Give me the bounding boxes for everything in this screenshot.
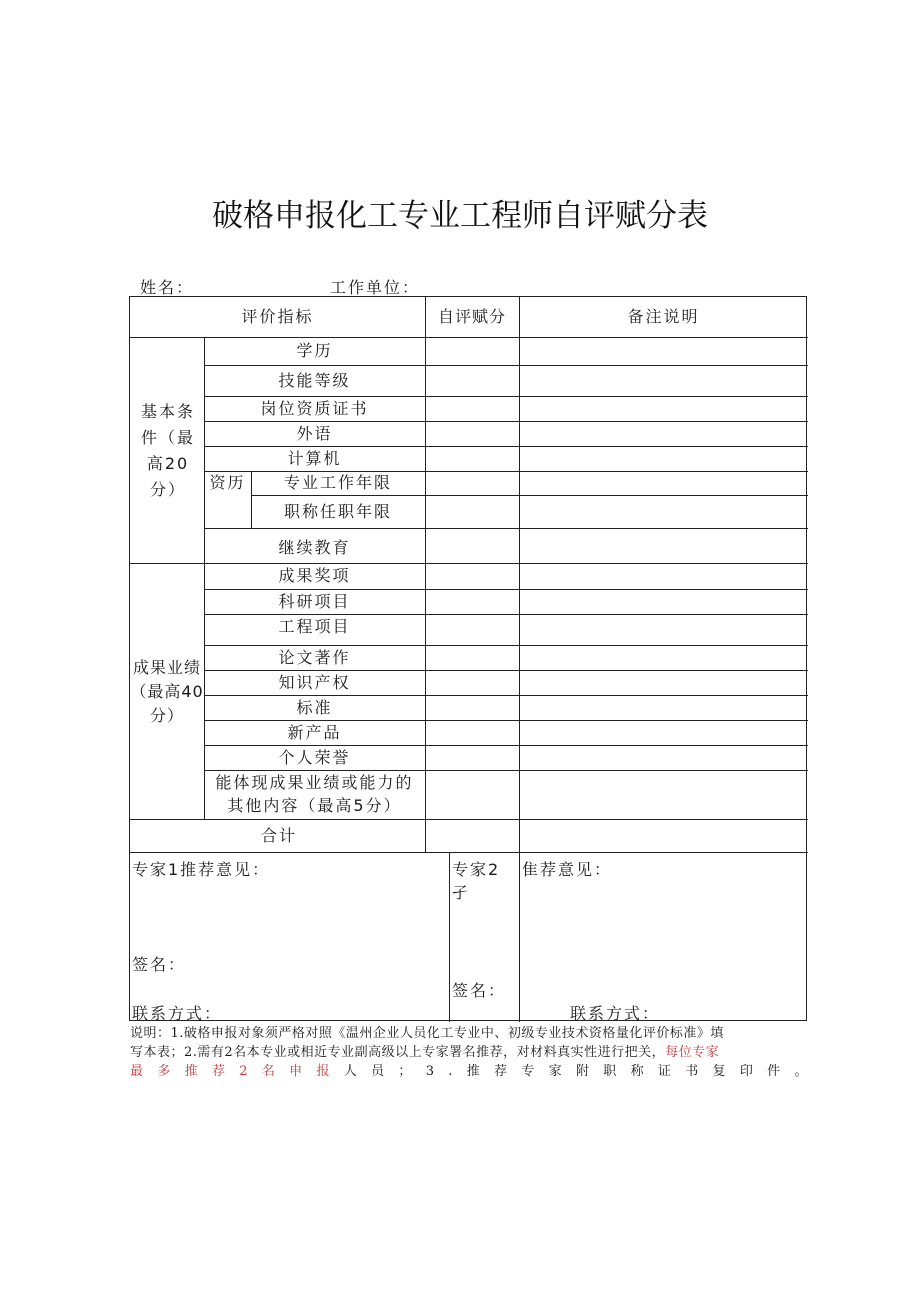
note-char: 名 — [261, 1064, 276, 1079]
note-char: 最 — [130, 1064, 144, 1079]
experience-label: 资历 — [209, 473, 246, 492]
expert2-opinion-a: 专家2 — [452, 860, 501, 879]
note-char: 报 — [316, 1064, 330, 1079]
expert1-sign: 签名： — [132, 955, 187, 974]
note-char: 书 — [685, 1064, 699, 1079]
note-line-1: 说明：1.破格申报对象须严格对照《温州企业人员化工专业中、初级专业技术资格量化评价标准》填 — [130, 1026, 724, 1041]
item-research-projects: 科研项目 — [278, 591, 351, 611]
header-indicator: 评价指标 — [241, 307, 314, 326]
header-remark: 备注说明 — [627, 307, 700, 326]
note-line-2-text: 写本表；2.需有2名本专业或相近专业副高级以上专家署名推荐，对材料真实性进行把关， — [130, 1045, 666, 1060]
divider — [519, 297, 520, 1022]
work-unit-label: 工作单位： — [330, 278, 421, 297]
item-continuing-education: 继续教育 — [278, 538, 351, 557]
note-line-2 — [130, 1043, 808, 1062]
name-label: 姓名： — [140, 278, 195, 297]
note-char: 荐 — [211, 1064, 226, 1079]
note-char: 职 — [603, 1064, 617, 1079]
item-foreign-language: 外语 — [296, 423, 333, 443]
note-char: 复 — [712, 1064, 727, 1079]
note-line-3 — [130, 1062, 808, 1081]
note-char: 专 — [521, 1064, 535, 1079]
note-char: 印 — [739, 1064, 754, 1079]
page-title: 破格申报化工专业工程师自评赋分表 — [212, 198, 708, 234]
note-char: 件 — [767, 1064, 781, 1079]
expert2-sign: 签名： — [452, 981, 507, 1000]
item-other-line2: 其他内容（最高5分） — [227, 796, 402, 815]
divider — [130, 852, 808, 853]
expert2-opinion-c: 隹荐意见： — [522, 860, 613, 879]
divider — [204, 528, 808, 529]
expert2-contact: 联系方式： — [570, 1004, 661, 1023]
note-char: 推 — [184, 1064, 199, 1079]
item-ip: 知识产权 — [278, 672, 351, 692]
note-char: 证 — [657, 1064, 672, 1079]
note-char: 称 — [630, 1064, 645, 1079]
note-line-2-red: 每位专家 — [665, 1045, 720, 1060]
item-awards: 成果奖项 — [278, 566, 351, 585]
achievement-label: 成果业绩（最高40分） — [130, 657, 204, 725]
item-papers: 论文著作 — [278, 647, 351, 667]
item-other-line1: 能体现成果业绩或能力的 — [215, 773, 414, 792]
item-post-certificate: 岗位资质证书 — [260, 398, 369, 418]
item-new-products: 新产品 — [287, 722, 342, 742]
note-char: 。 — [794, 1064, 808, 1079]
item-engineering-projects: 工程项目 — [278, 617, 351, 636]
expert2-opinion-b: 孑 — [452, 883, 471, 902]
note-char: . — [448, 1064, 453, 1079]
item-education: 学历 — [296, 341, 333, 360]
item-standards: 标准 — [296, 697, 333, 717]
note-char: 推 — [466, 1064, 481, 1079]
note-char: 2 — [239, 1064, 249, 1079]
header-self-score: 自评赋分 — [437, 307, 506, 326]
expert1-contact: 联系方式： — [132, 1004, 223, 1023]
item-computer: 计算机 — [287, 448, 342, 468]
item-honors: 个人荣誉 — [278, 747, 351, 767]
note-char: 家 — [548, 1064, 563, 1079]
note-char: ； — [398, 1064, 412, 1079]
divider — [449, 852, 450, 1022]
item-work-years: 专业工作年限 — [283, 473, 392, 492]
note-char: 荐 — [494, 1064, 508, 1079]
note-char: 3 — [425, 1064, 435, 1079]
note-char: 申 — [289, 1064, 303, 1079]
note-char: 多 — [157, 1064, 171, 1079]
note-char: 人 — [343, 1064, 358, 1079]
note-char: 员 — [371, 1064, 385, 1079]
item-title-years: 职称任职年限 — [283, 501, 392, 521]
expert1-opinion: 专家1推荐意见： — [132, 860, 271, 879]
total-label: 合计 — [260, 825, 297, 845]
basic-conditions-label: 基本条件（最高20分） — [140, 401, 195, 499]
note-char: 附 — [575, 1064, 590, 1079]
score-table — [129, 296, 807, 1021]
divider — [425, 297, 426, 852]
item-skill-level: 技能等级 — [278, 370, 351, 390]
